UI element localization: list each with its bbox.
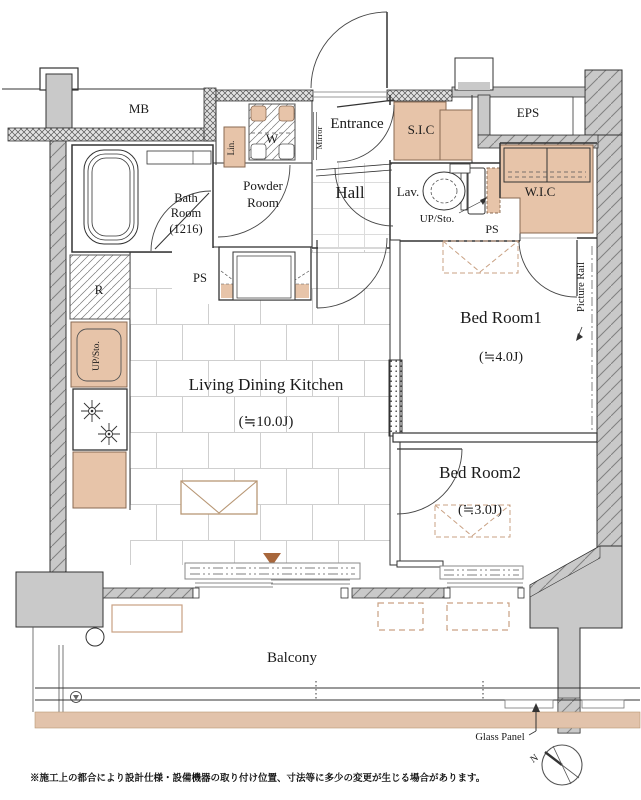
wic-label: W.I.C bbox=[524, 184, 556, 199]
bath-label-3: (1216) bbox=[169, 222, 203, 236]
lin-label: Lin. bbox=[226, 140, 236, 156]
vent-duct-fill bbox=[458, 82, 490, 90]
washer-label: W bbox=[265, 131, 279, 146]
hanging-fixture bbox=[86, 628, 104, 646]
kitchen-low-cabinet bbox=[73, 452, 126, 508]
entrance-label: Entrance bbox=[330, 116, 384, 132]
br1-br2-wall bbox=[393, 433, 597, 442]
top-right-corner-wall bbox=[585, 70, 622, 135]
compass-north-label: N bbox=[528, 752, 541, 766]
glass-panel-1 bbox=[505, 700, 553, 708]
top-left-pillar bbox=[46, 74, 72, 128]
sic-label: S.I.C bbox=[407, 122, 435, 137]
fridge-label: R bbox=[94, 282, 104, 297]
bed1-size-label: (≒4.0J) bbox=[478, 350, 524, 365]
dining-table bbox=[181, 481, 257, 514]
lav-label: Lav. bbox=[396, 184, 420, 199]
balcony-left-pillar bbox=[16, 572, 103, 627]
ps-lav-label: PS bbox=[485, 222, 499, 236]
balcony-edge-band bbox=[35, 712, 640, 728]
powder-label-1: Powder bbox=[243, 178, 283, 193]
bath-counter bbox=[147, 151, 211, 164]
powder-label-2: Room bbox=[247, 195, 279, 210]
disclaimer-note: ※施工上の都合により設計仕様・設備機器の取り付け位置、寸法等に多少の変更が生じる場合があります。 bbox=[30, 774, 486, 784]
picture-rail-label: Picture Rail bbox=[576, 262, 587, 312]
ldk-label: Living Dining Kitchen bbox=[188, 375, 344, 394]
right-wall bbox=[597, 135, 622, 548]
bath-label-1: Bath bbox=[174, 191, 198, 205]
kitchen-storage-label: UP/Sto. bbox=[92, 341, 102, 371]
eps-left-wall bbox=[478, 95, 490, 135]
paper-holder bbox=[450, 164, 470, 173]
sink-basin bbox=[233, 252, 295, 300]
lav-storage-label: UP/Sto. bbox=[419, 213, 455, 225]
stove bbox=[73, 389, 127, 450]
toilet-bowl bbox=[423, 172, 465, 210]
ldk-size-label: (≒10.0J) bbox=[238, 414, 294, 430]
ldk-window bbox=[185, 563, 360, 579]
mirror-label: Mirror bbox=[314, 126, 324, 150]
left-wall bbox=[50, 128, 66, 575]
ps-kitchen-label: PS bbox=[193, 271, 207, 285]
mb-label: MB bbox=[128, 101, 150, 116]
bed1-label: Bed Room1 bbox=[460, 308, 542, 327]
bed2-label: Bed Room2 bbox=[439, 463, 521, 482]
balcony-wall-strip-b bbox=[352, 588, 447, 598]
hall-label: Hall bbox=[335, 183, 365, 202]
br2-window bbox=[440, 566, 523, 579]
balcony-label: Balcony bbox=[267, 650, 317, 666]
balcony-box bbox=[112, 605, 182, 632]
shoe-cabinet-2 bbox=[440, 110, 472, 160]
bed2-size-label: (≒3.0J) bbox=[457, 503, 503, 518]
burner-2 bbox=[98, 423, 120, 445]
glass-panel-label: Glass Panel bbox=[475, 732, 525, 743]
lav-ps-box bbox=[487, 168, 500, 213]
burner-1 bbox=[81, 400, 103, 422]
eps-label: EPS bbox=[516, 105, 540, 120]
balcony-wall-strip-a bbox=[103, 588, 193, 598]
glass-panel-2 bbox=[582, 700, 624, 708]
bath-label-2: Room bbox=[170, 206, 202, 220]
br1-sliding-door bbox=[389, 360, 402, 436]
